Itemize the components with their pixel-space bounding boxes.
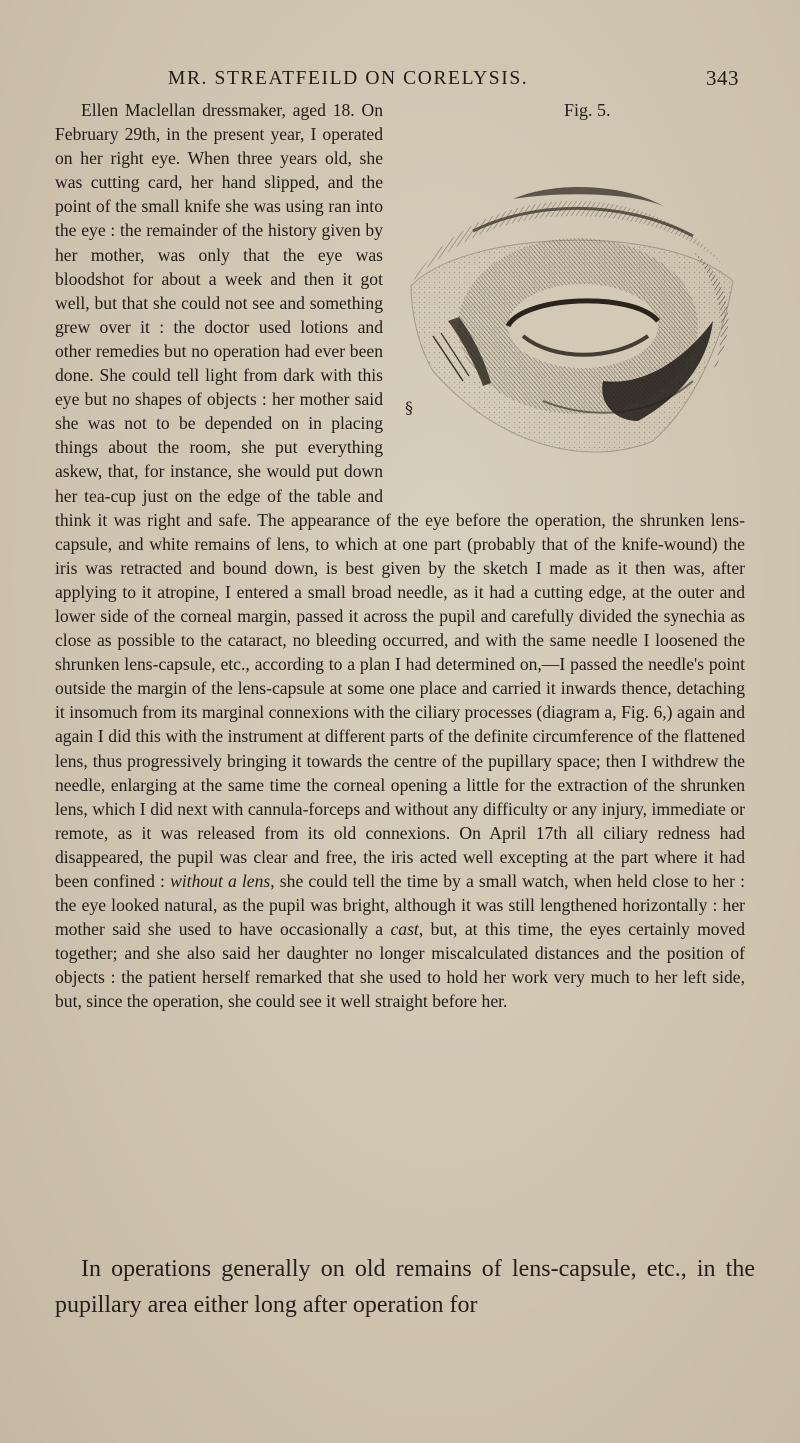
svg-text:§: § [405, 398, 413, 417]
figure-label: Fig. 5. [564, 100, 611, 120]
paragraph-text-part-2: , she could tell the time by a small watch, when held close to her : the eye looked natural, as the pupil was bright, although it was still lengthened horizontally : her mother said she used to have occasionally a [55, 871, 745, 940]
italic-cast: cast [390, 919, 419, 940]
eye-sketch-illustration [393, 121, 749, 501]
page-number: 343 [706, 66, 739, 90]
running-head: MR. STREATFEILD ON CORELYSIS. [168, 68, 529, 89]
paragraph-text-part-1: Ellen Maclellan dressmaker, aged 18. On February 29th, in the present year, I operated on her right eye. When three years old, she was cutting card, her hand slipped, and the point of the small knife she was using ran into the eye : the remainder of the history given by her mother, was only that the eye was bloodshot for about a week and then it got well, but that she could not see and something grew over it : the doctor used lotions and other remedies but no operation had ever been done. She could tell light from dark with this eye but no shapes of objects : her mother said she was not to be depended on in placing things about the room, she put everything askew, that, for instance, she would put down her tea-cup just on the edge of the table and think it was right and safe. The appearance of the eye before the operation, the shrunken lens-capsule, and white remains of lens, to which at one part (probably that of the knife-wound) the iris was retracted and bound down, is best given by the sketch I made as it then was, after applying to it atropine, I entered a small broad needle, as it had a cutting edge, at the outer and lower side of the corneal margin, passed it across the pupil and carefully divided the synechia as close as possible to the cataract, no bleeding occurred, and with the same needle I loosened the shrunken lens-capsule, etc., according to a plan I had determined on,—I passed the needle's point outside the margin of the lens-capsule at some one place and carried it inwards thence, detaching it insomuch from its marginal connexions with the ciliary processes (diagram a, Fig. 6,) again and again I did this with the instrument at different parts of the definite circumference of the flattened lens, thus progressively bringing it towards the centre of the pupillary space; then I withdrew the needle, enlarging at the same time the corneal opening a little for the extraction of the shrunken lens, which I did next with cannula-forceps and without any difficulty or any injury, immediate or remote, as it was released from its old connexions. On April 17th all ciliary redness had disappeared, the pupil was clear and free, the iris acted well excepting at the part where it had been confined : [55, 100, 745, 891]
italic-without-a-lens: without a lens [170, 871, 271, 891]
closing-paragraph: In operations generally on old remains of lens-capsule, etc., in the pupillary area either long after operation for [55, 1256, 755, 1318]
main-paragraph [55, 98, 745, 1014]
paragraph-text-part-3: , but, at this time, the eyes certainly moved together; and she also said her daughter no longer miscalculated distances and the position of objects : the patient herself remarked that she used to hold her work very much to her left side, but, since the operation, she could see it well straight before her. [55, 919, 745, 1012]
figure-5 [393, 101, 749, 501]
